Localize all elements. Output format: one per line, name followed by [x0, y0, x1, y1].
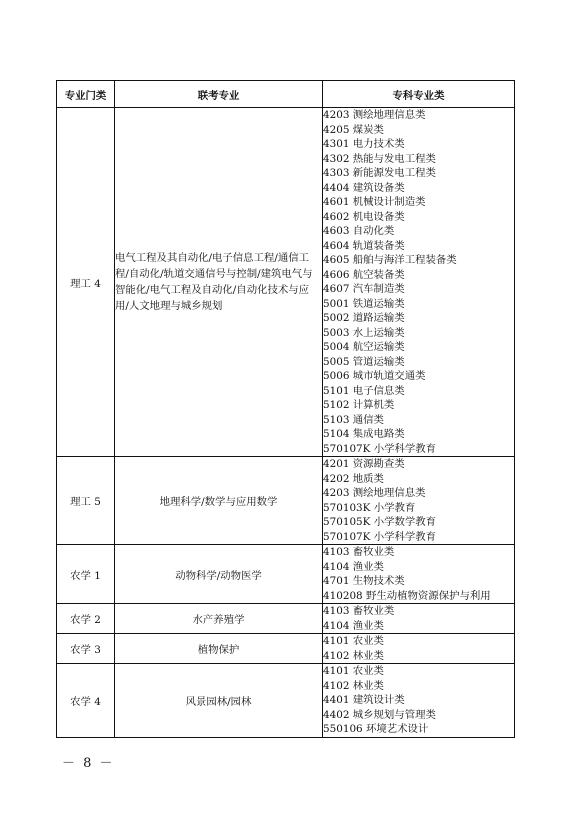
specialty-cell: [323, 664, 515, 738]
specialty-item: 4601 机械设计制造类: [323, 196, 426, 208]
specialty-item: 410208 野生动植物资源保护与利用: [323, 589, 491, 602]
specialty-item: 4401 建筑设计类: [323, 694, 405, 706]
page-number: － 8 －: [62, 756, 115, 771]
specialty-cell: [323, 108, 515, 457]
category-cell: 农学 3: [57, 634, 115, 664]
specialty-item: 5102 计算机类: [323, 399, 395, 411]
exam-major-cell: 风景园林/园林: [115, 664, 323, 738]
specialty-item: 4402 城乡规划与管理类: [323, 708, 436, 721]
specialty-item: 5103 通信类: [323, 413, 384, 426]
exam-major-cell: 水产养殖学: [115, 604, 323, 634]
category-cell: 理工 4: [57, 108, 115, 457]
category-cell: 农学 1: [57, 545, 115, 604]
specialty-item: 4302 热能与发电工程类: [323, 152, 436, 165]
table-row: [57, 108, 515, 457]
specialty-item: 570103K 小学教育: [323, 501, 416, 514]
exam-major-cell: 地理科学/数学与应用数学: [115, 457, 323, 545]
specialty-item: 570105K 小学数学教育: [323, 516, 437, 528]
specialty-item: 5004 航空运输类: [323, 341, 405, 353]
specialty-item: 570107K 小学科学教育: [323, 530, 437, 543]
specialty-item: 4604 轨道装备类: [323, 239, 405, 252]
specialty-cell: [323, 545, 515, 604]
specialty-item: 5006 城市轨道交通类: [323, 370, 426, 382]
specialty-item: 5101 电子信息类: [323, 384, 405, 397]
exam-major-cell: 动物科学/动物医学: [115, 545, 323, 604]
table-row: [57, 664, 515, 738]
category-cell: 农学 4: [57, 664, 115, 738]
specialty-item: 4205 煤炭类: [323, 123, 384, 136]
majors-table: [56, 80, 515, 738]
specialty-item: 4103 畜牧业类: [323, 546, 395, 558]
specialty-item: 4605 船舶与海洋工程装备类: [323, 254, 457, 266]
specialty-item: 4203 测绘地理信息类: [323, 487, 426, 499]
table-row: [57, 604, 515, 634]
specialty-item: 4101 农业类: [323, 635, 384, 647]
specialty-item: 570107K 小学科学教育: [323, 442, 437, 455]
exam-major-cell: 电气工程及其自动化/电子信息工程/通信工程/自动化/轨道交通信号与控制/建筑电气与智能化/电气工程及自动化/自动化技术与应用/人文地理与城乡规划: [115, 108, 323, 457]
table-header-row: [57, 81, 515, 108]
exam-major-cell: 植物保护: [115, 634, 323, 664]
category-cell: 理工 5: [57, 457, 115, 545]
specialty-item: 5104 集成电路类: [323, 428, 405, 440]
specialty-item: 4203 测绘地理信息类: [323, 109, 426, 121]
specialty-item: 5005 管道运输类: [323, 355, 405, 368]
specialty-item: 4202 地质类: [323, 472, 384, 485]
specialty-item: 4303 新能源发电工程类: [323, 167, 436, 179]
specialty-cell: [323, 457, 515, 545]
specialty-cell: [323, 604, 515, 634]
header-category: 专业门类: [57, 81, 115, 108]
specialty-item: 4404 建筑设备类: [323, 181, 405, 194]
table-row: [57, 545, 515, 604]
table-row: [57, 634, 515, 664]
specialty-item: 4606 航空装备类: [323, 268, 405, 281]
specialty-item: 4301 电力技术类: [323, 138, 405, 150]
specialty-item: 4201 资源勘查类: [323, 458, 405, 470]
specialty-item: 4602 机电设备类: [323, 210, 405, 223]
specialty-item: 4102 林业类: [323, 649, 384, 662]
header-exam-major: 联考专业: [115, 81, 323, 108]
specialty-item: 4603 自动化类: [323, 225, 395, 237]
specialty-item: 4607 汽车制造类: [323, 283, 405, 295]
specialty-item: 4101 农业类: [323, 665, 384, 677]
specialty-item: 4104 渔业类: [323, 560, 384, 573]
specialty-item: 4102 林业类: [323, 679, 384, 692]
table-row: [57, 457, 515, 545]
specialty-item: 5001 铁道运输类: [323, 297, 405, 310]
specialty-item: 4701 生物技术类: [323, 575, 405, 587]
category-cell: 农学 2: [57, 604, 115, 634]
header-specialty: 专科专业类: [323, 81, 515, 108]
specialty-item: 550106 环境艺术设计: [323, 723, 429, 735]
specialty-item: 5003 水上运输类: [323, 326, 405, 339]
specialty-cell: [323, 634, 515, 664]
specialty-item: 4104 渔业类: [323, 619, 384, 632]
specialty-item: 5002 道路运输类: [323, 312, 405, 324]
specialty-item: 4103 畜牧业类: [323, 605, 395, 617]
